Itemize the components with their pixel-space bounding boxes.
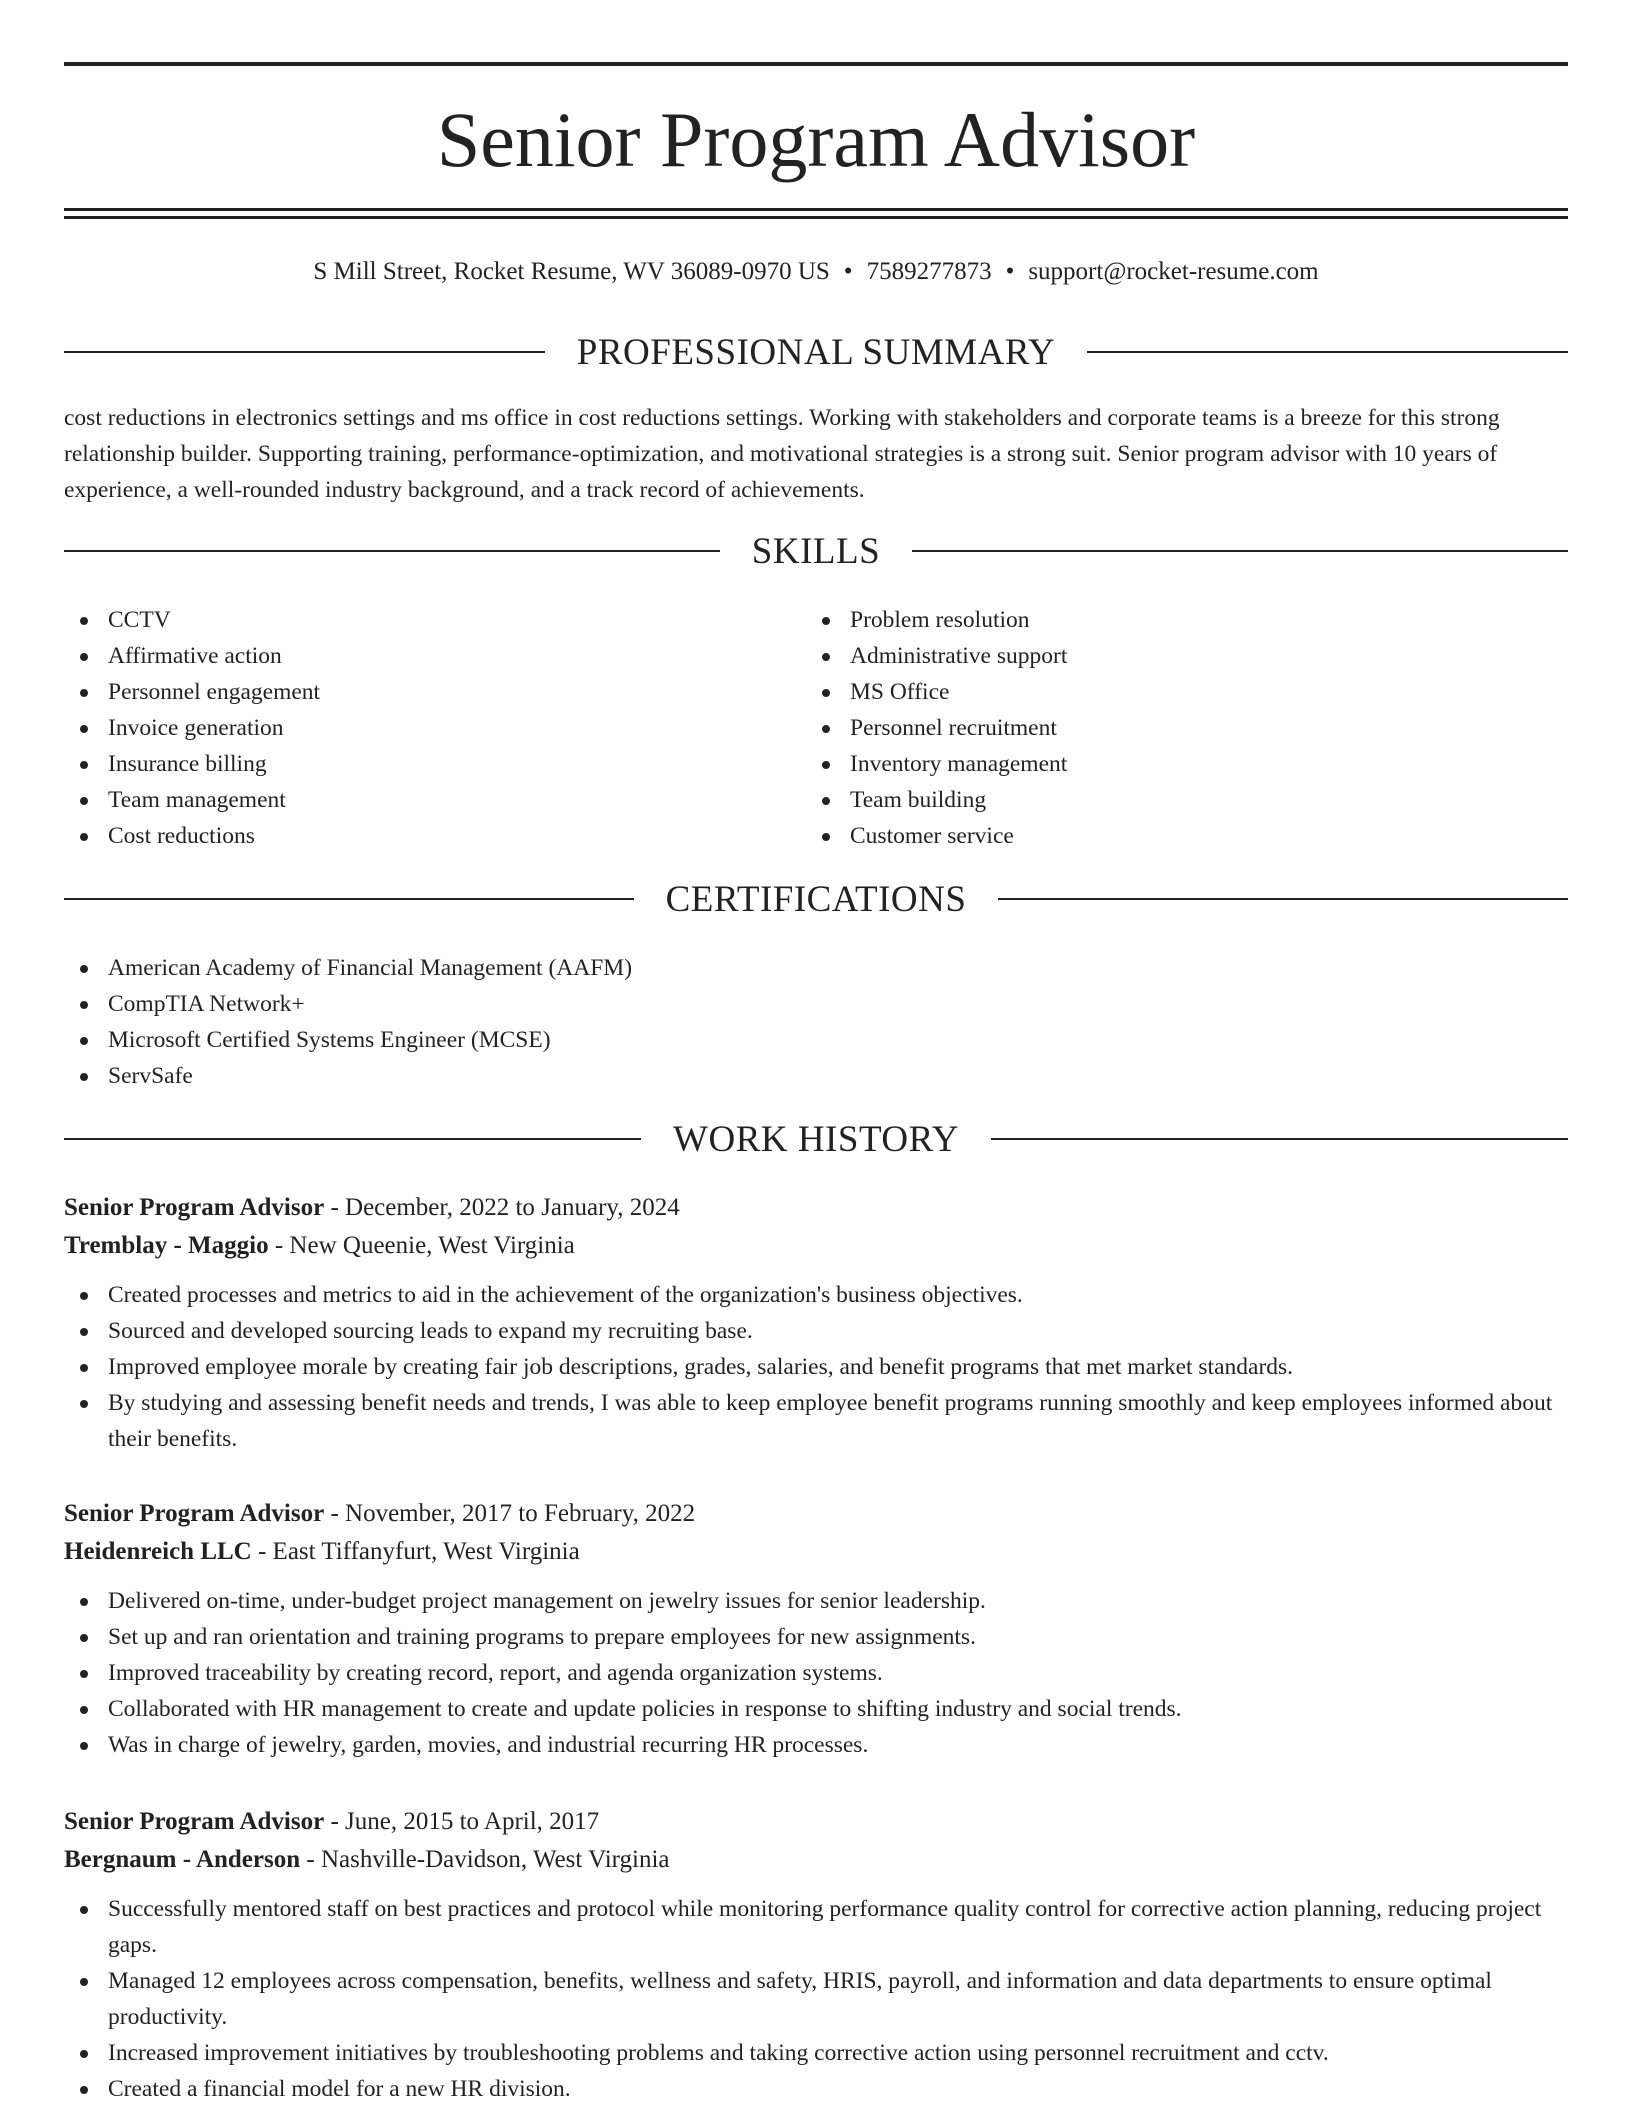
top-rule — [64, 62, 1568, 66]
job-title: Senior Program Advisor — [64, 1808, 325, 1835]
job-location: - New Queenie, West Virginia — [268, 1232, 575, 1259]
section-rule-right — [1087, 351, 1568, 353]
skills-section-header — [64, 526, 1568, 576]
job-bullets — [64, 1583, 1568, 1763]
job-company-line — [64, 1533, 1568, 1571]
job-bullet: Set up and ran orientation and training programs to prepare employees for new assignments. — [64, 1619, 1568, 1655]
job-bullets — [64, 1891, 1568, 2107]
job-title-line — [64, 1495, 1568, 1533]
summary-text: cost reductions in electronics settings and ms office in cost reductions settings. Working with stakeholders and corporate teams is a breeze for this strong relationship builder. Supporting training, performance-optimization, and motivational strategies is a strong suit. Senior program advisor with 10 years of experience, a well-rounded industry background, and a track record of achievements. — [64, 405, 1500, 503]
job-bullet: Managed 12 employees across compensation, benefits, wellness and safety, HRIS, payroll, and information and data departments to ensure optimal productivity. — [64, 1963, 1568, 2035]
candidate-name: Senior Program Advisor — [436, 96, 1196, 183]
work-history-heading: WORK HISTORY — [673, 1118, 959, 1160]
job-entry — [64, 1189, 1568, 1457]
skill-item: Affirmative action — [64, 638, 764, 674]
job-bullet: Created a financial model for a new HR division. — [64, 2071, 1568, 2107]
contact-email: support@rocket-resume.com — [1028, 258, 1319, 285]
job-bullets — [64, 1277, 1568, 1457]
job-title-line — [64, 1803, 1568, 1841]
header-rule-upper — [64, 208, 1568, 211]
skill-item: Customer service — [806, 818, 1506, 854]
job-location: - East Tiffanyfurt, West Virginia — [251, 1538, 580, 1565]
summary-heading: PROFESSIONAL SUMMARY — [576, 331, 1056, 373]
contact-phone: 7589277873 — [866, 258, 992, 285]
skill-item: Inventory management — [806, 746, 1506, 782]
certifications-list — [64, 950, 1568, 1094]
job-dates: - December, 2022 to January, 2024 — [324, 1194, 680, 1221]
header-rule-lower — [64, 216, 1568, 219]
certification-item: CompTIA Network+ — [64, 986, 1568, 1022]
job-bullet: Delivered on-time, under-budget project management on jewelry issues for senior leadership. — [64, 1583, 1568, 1619]
contact-separator: • — [843, 258, 853, 285]
skill-item: Team building — [806, 782, 1506, 818]
job-bullet: Improved employee morale by creating fair job descriptions, grades, salaries, and benefit programs that met market standards. — [64, 1349, 1568, 1385]
certification-item: American Academy of Financial Management (AAFM) — [64, 950, 1568, 986]
job-bullet: Collaborated with HR management to create and update policies in response to shifting industry and social trends. — [64, 1691, 1568, 1727]
section-rule-right — [912, 550, 1568, 552]
job-company-line — [64, 1841, 1568, 1879]
section-rule-left — [64, 898, 634, 900]
skill-item: Personnel recruitment — [806, 710, 1506, 746]
skill-item: Insurance billing — [64, 746, 764, 782]
skill-item: Problem resolution — [806, 602, 1506, 638]
job-title: Senior Program Advisor — [64, 1500, 325, 1527]
job-company: Bergnaum - Anderson — [64, 1846, 301, 1873]
job-bullet: Was in charge of jewelry, garden, movies, and industrial recurring HR processes. — [64, 1727, 1568, 1763]
job-company: Tremblay - Maggio — [64, 1232, 269, 1259]
skill-item: Invoice generation — [64, 710, 764, 746]
job-bullet: By studying and assessing benefit needs and trends, I was able to keep employee benefit programs running smoothly and keep employees informed about their benefits. — [64, 1385, 1568, 1457]
job-bullet: Improved traceability by creating record, report, and agenda organization systems. — [64, 1655, 1568, 1691]
job-company: Heidenreich LLC — [64, 1538, 252, 1565]
certifications-heading: CERTIFICATIONS — [665, 878, 967, 920]
job-bullet: Increased improvement initiatives by troubleshooting problems and taking corrective action using personnel recruitment and cctv. — [64, 2035, 1568, 2071]
skill-item: Administrative support — [806, 638, 1506, 674]
skill-item: Cost reductions — [64, 818, 764, 854]
certification-item: Microsoft Certified Systems Engineer (MCSE) — [64, 1022, 1568, 1058]
contact-separator: • — [1005, 258, 1015, 285]
section-rule-left — [64, 550, 720, 552]
skills-heading: SKILLS — [751, 530, 881, 572]
skills-list-right — [806, 602, 1506, 854]
section-rule-left — [64, 351, 545, 353]
job-company-line — [64, 1227, 1568, 1265]
contact-line — [64, 252, 1568, 292]
section-rule-left — [64, 1138, 641, 1140]
job-bullet: Successfully mentored staff on best practices and protocol while monitoring performance quality control for corrective action planning, reducing project gaps. — [64, 1891, 1568, 1963]
job-location: - Nashville-Davidson, West Virginia — [300, 1846, 670, 1873]
section-rule-right — [991, 1138, 1568, 1140]
skills-list-left — [64, 602, 764, 854]
job-dates: - June, 2015 to April, 2017 — [324, 1808, 600, 1835]
work-history-section-header — [64, 1114, 1568, 1164]
certifications-section-header — [64, 874, 1568, 924]
job-title-line — [64, 1189, 1568, 1227]
job-title: Senior Program Advisor — [64, 1194, 325, 1221]
skill-item: MS Office — [806, 674, 1506, 710]
skill-item: Personnel engagement — [64, 674, 764, 710]
job-entry — [64, 1495, 1568, 1763]
certification-item: ServSafe — [64, 1058, 1568, 1094]
section-rule-right — [998, 898, 1568, 900]
contact-address: S Mill Street, Rocket Resume, WV 36089-0970 US — [313, 258, 830, 285]
job-entry — [64, 1803, 1568, 2107]
skill-item: CCTV — [64, 602, 764, 638]
skill-item: Team management — [64, 782, 764, 818]
job-bullet: Created processes and metrics to aid in the achievement of the organization's business objectives. — [64, 1277, 1568, 1313]
summary-section-header — [64, 327, 1568, 377]
job-dates: - November, 2017 to February, 2022 — [324, 1500, 696, 1527]
job-bullet: Sourced and developed sourcing leads to expand my recruiting base. — [64, 1313, 1568, 1349]
